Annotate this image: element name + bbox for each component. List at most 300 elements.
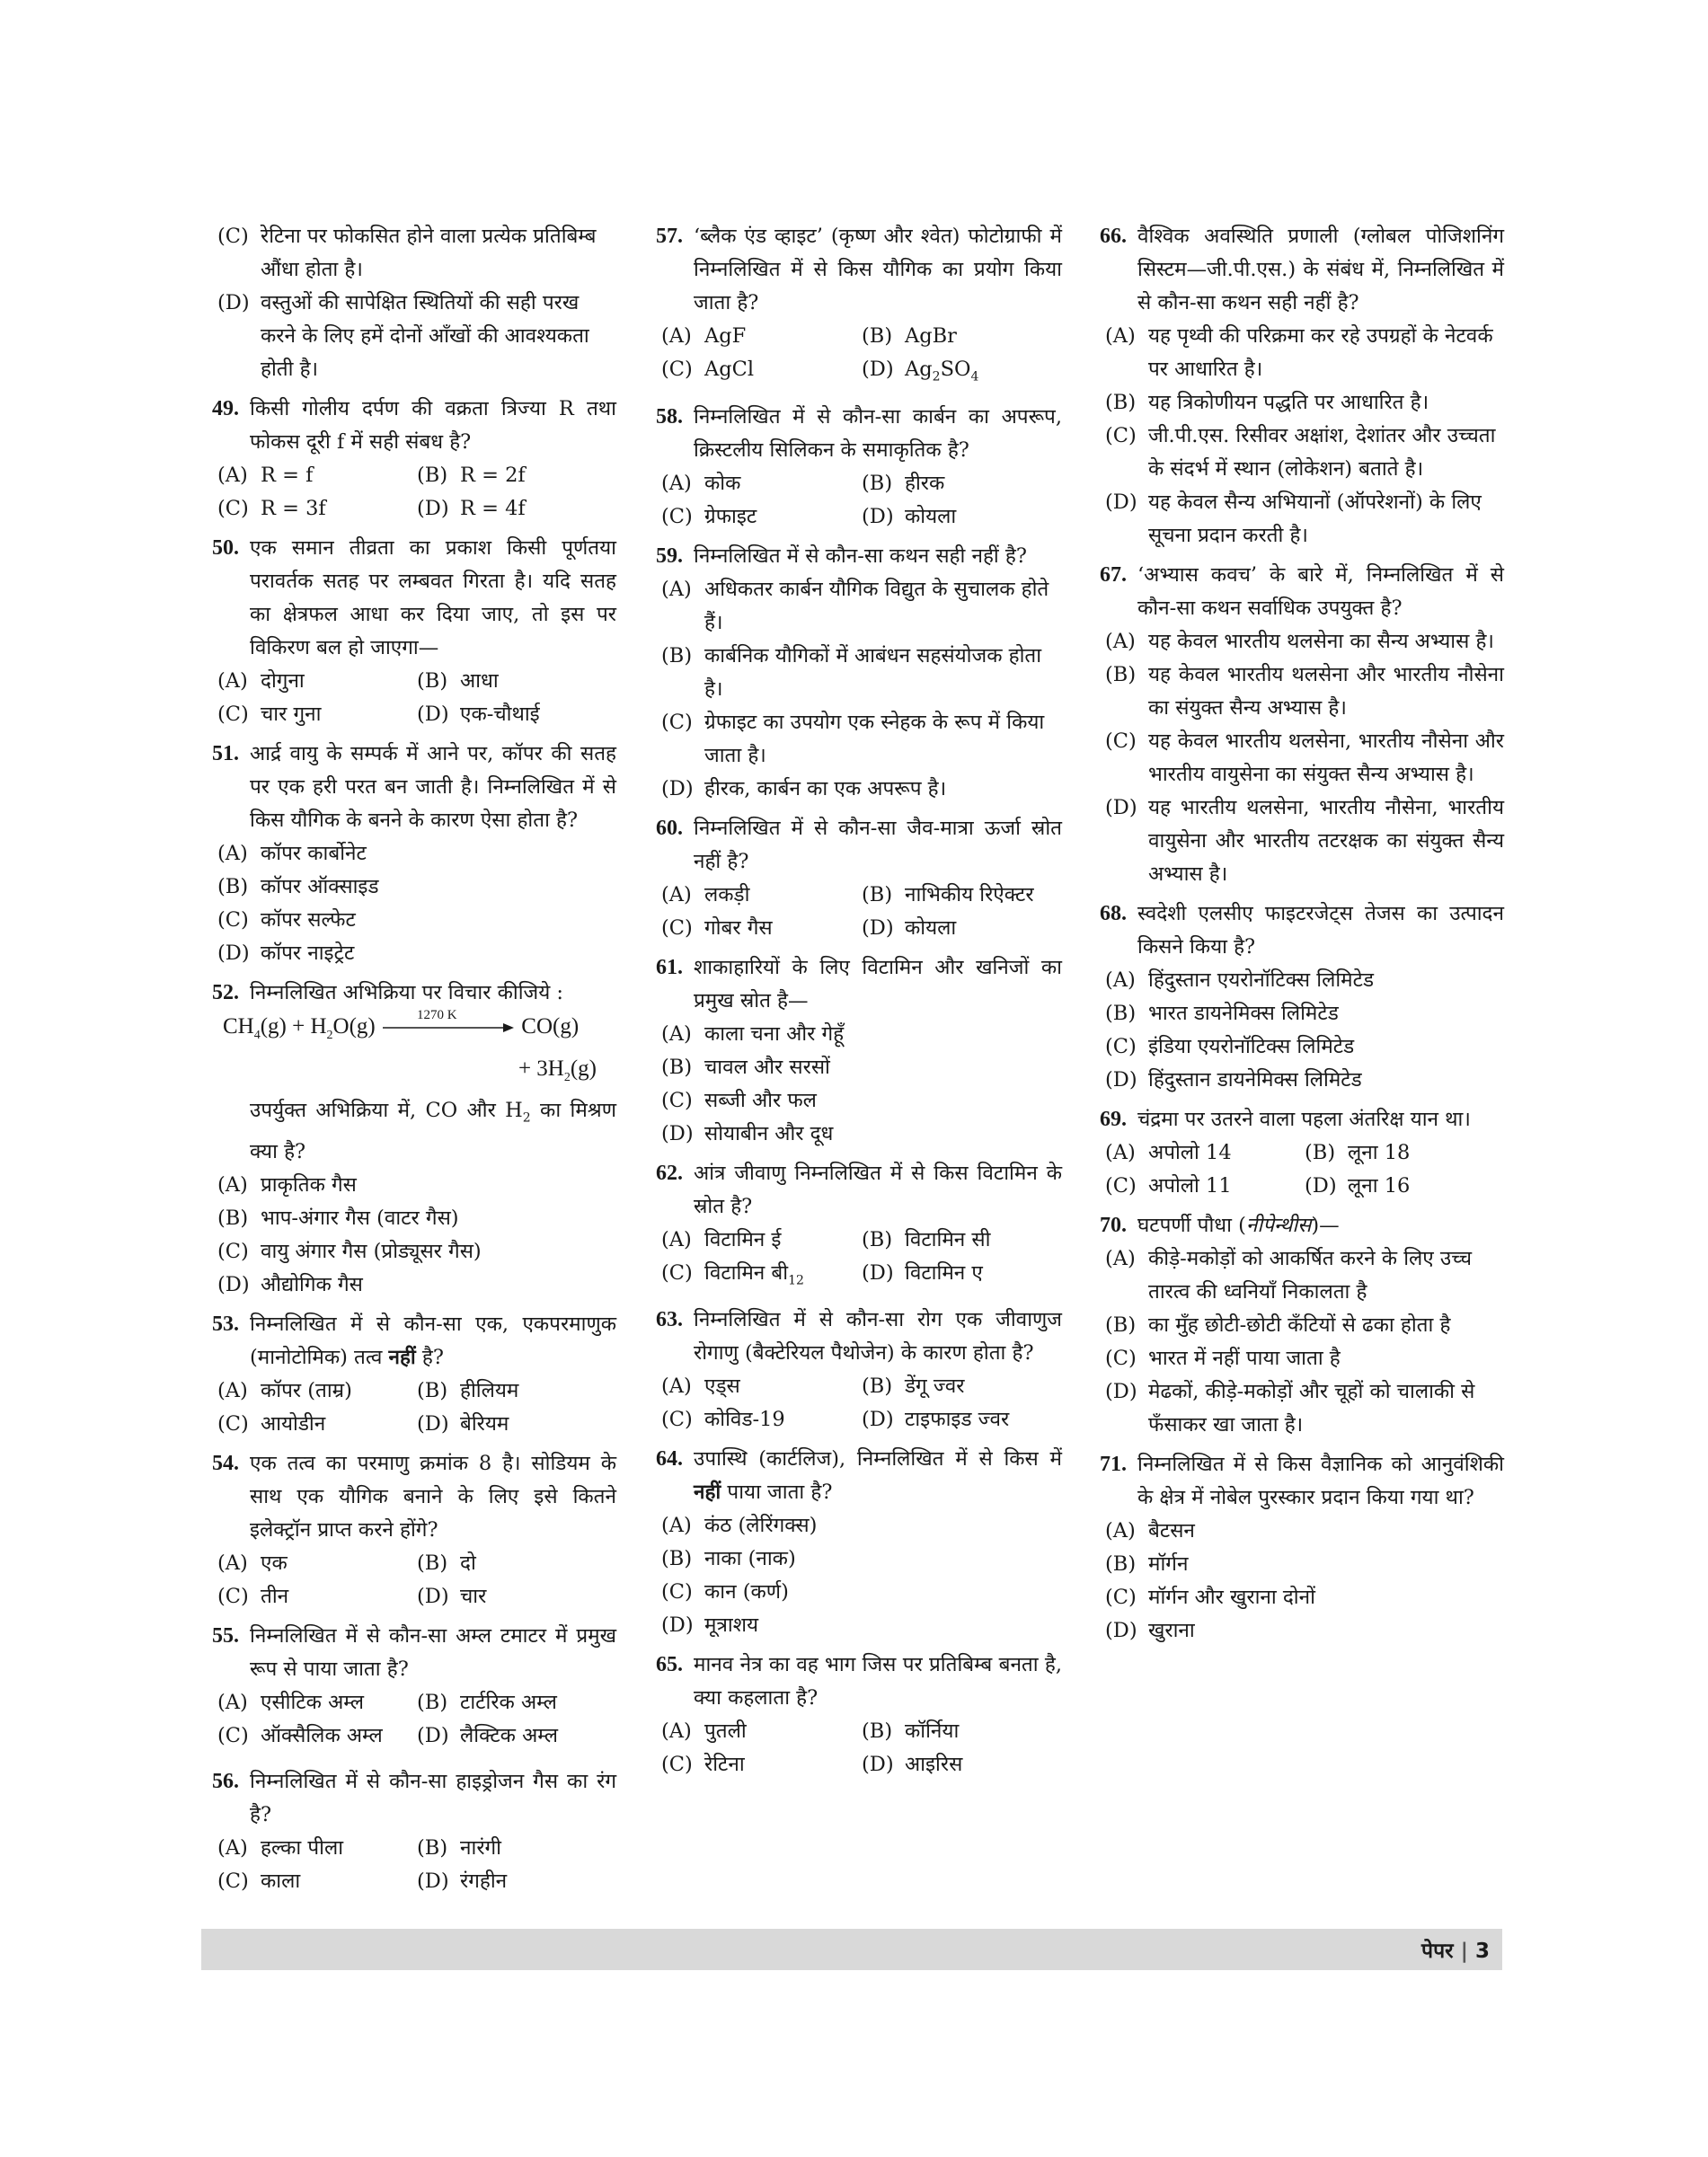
q71-option-a[interactable] (1105, 1515, 1504, 1548)
question-number: 58. (656, 404, 683, 429)
q67-option-c[interactable] (1105, 725, 1504, 791)
option-letter: (C) (1105, 424, 1137, 447)
q68-option-d[interactable] (1105, 1064, 1504, 1097)
option-text: कोयला (905, 915, 957, 940)
q57-option-b[interactable] (862, 320, 1062, 353)
equation-term: CH (223, 1014, 254, 1039)
q65-option-d[interactable] (862, 1748, 1062, 1781)
option-letter: (C) (1105, 1174, 1137, 1198)
question-58 (656, 401, 1062, 467)
question-70 (1100, 1209, 1504, 1242)
q62-options (656, 1224, 1062, 1298)
q63-option-c[interactable] (661, 1403, 862, 1437)
option-letter: (D) (661, 776, 694, 800)
q57-option-c[interactable] (661, 353, 862, 394)
q61-option-a[interactable] (661, 1018, 1062, 1051)
option-text: मेढकों, कीड़े-मकोड़ों और चूहों को चालाकी से फँसाकर खा जाता है। (1148, 1380, 1475, 1437)
option-letter: (D) (417, 703, 449, 726)
q54-option-b[interactable] (417, 1547, 616, 1580)
option-text: बेरियम (460, 1411, 509, 1436)
q68-option-a[interactable] (1105, 964, 1504, 997)
question-text (694, 1443, 1062, 1509)
option-letter: (B) (417, 464, 448, 487)
option-text: चार गुना (261, 703, 322, 726)
option-text: तीन (261, 1584, 289, 1608)
text-segment: पाया जाता है? (721, 1481, 833, 1504)
q61-option-b[interactable] (661, 1051, 1062, 1084)
option-text: कॉपर (ताम्र) (261, 1378, 352, 1402)
option-text: यह केवल भारतीय थलसेना और भारतीय नौसेना का संयुक्त सैन्य अभ्यास है। (1148, 663, 1504, 720)
q61-option-d[interactable] (661, 1118, 1062, 1151)
option-text: लकड़ी (704, 882, 750, 906)
option-text: हिंदुस्तान एयरोनॉटिक्स लिमिटेड (1148, 968, 1375, 992)
option-text: कोयला (905, 504, 957, 528)
option-letter: (D) (862, 915, 894, 940)
q55-option-c[interactable] (217, 1719, 417, 1753)
q54-option-d[interactable] (417, 1580, 616, 1613)
option-letter: (D) (417, 1869, 449, 1893)
question-text: एक समान तीव्रता का प्रकाश किसी पूर्णतया परावर्तक सतह पर लम्बवत गिरता है। यदि सतह का क्षेत्रफल आधा कर दिया जाए, तो इस पर विकिरण बल हो जाएगा— (250, 536, 616, 659)
question-number: 52. (212, 981, 239, 1004)
q59-option-a[interactable] (661, 573, 1062, 640)
question-number: 61. (656, 955, 683, 979)
option-letter: (A) (217, 1172, 248, 1197)
option-text: सब्जी और फल (704, 1088, 817, 1112)
option-text: हीलियम (460, 1378, 519, 1402)
q66-option-a[interactable] (1105, 320, 1504, 386)
option-letter: (D) (862, 504, 894, 528)
question-51 (212, 738, 616, 837)
option-text: चावल और सरसों (704, 1055, 830, 1079)
arrow-condition: 1270 K (417, 1008, 457, 1023)
text-segment: उपर्युक्त अभिक्रिया में, CO और H (250, 1099, 523, 1122)
option-text: औद्योगिक गैस (261, 1272, 363, 1296)
option-letter: (A) (217, 1835, 248, 1860)
option-letter: (B) (1105, 1552, 1137, 1576)
q64-option-b[interactable] (661, 1543, 1062, 1576)
option-text: ऑक्सैलिक अम्ल (261, 1723, 383, 1747)
option-text: यह भारतीय थलसेना, भारतीय नौसेना, भारतीय वायुसेना और भारतीय तटरक्षक का संयुक्त सैन्य अभ्यास है। (1148, 796, 1504, 886)
q59-option-c[interactable] (661, 706, 1062, 773)
option-letter: (A) (661, 471, 692, 495)
q69-option-b[interactable] (1305, 1136, 1504, 1170)
option-text: यह केवल भारतीय थलसेना का सैन्य अभ्यास है। (1148, 630, 1494, 653)
option-letter: (C) (661, 1580, 693, 1604)
option-text: मूत्राशय (704, 1613, 759, 1637)
footer-label: पेपर (1421, 1940, 1454, 1963)
question-number: 62. (656, 1161, 683, 1185)
q69-option-a[interactable] (1105, 1136, 1305, 1170)
option-text: मॉर्गन (1148, 1552, 1189, 1576)
option-text: गोबर गैस (704, 915, 773, 940)
option-letter: (A) (1105, 1141, 1136, 1164)
q62-option-a[interactable] (661, 1224, 862, 1257)
q56-option-d[interactable] (417, 1865, 616, 1898)
q66-option-b[interactable] (1105, 386, 1504, 420)
q68-options (1100, 964, 1504, 1097)
option-text: एसीटिक अम्ल (261, 1690, 364, 1714)
chemical-equation (212, 1010, 616, 1094)
q49-option-c[interactable] (217, 492, 417, 526)
q70-option-b[interactable] (1105, 1309, 1504, 1342)
option-text: आधा (460, 669, 499, 693)
question-number: 65. (656, 1653, 683, 1676)
q55-option-b[interactable] (417, 1686, 616, 1719)
option-letter: (B) (217, 1206, 249, 1230)
q52-option-b[interactable] (217, 1202, 616, 1235)
option-text: भारत में नहीं पाया जाता है (1148, 1347, 1341, 1370)
option-text: हिंदुस्तान डायनेमिक्स लिमिटेड (1148, 1068, 1362, 1092)
question-text: ‘अभ्यास कवच’ के बारे में, निम्नलिखित में से कौन-सा कथन सर्वाधिक उपयुक्त है? (1137, 563, 1504, 620)
option-text: वायु अंगार गैस (प्रोड्यूसर गैस) (261, 1239, 482, 1263)
question-56 (212, 1765, 616, 1832)
option-letter: (A) (217, 1690, 248, 1714)
option-text: कॉर्निया (905, 1719, 960, 1743)
q69-option-d[interactable] (1305, 1170, 1504, 1203)
q56-option-a[interactable] (217, 1832, 417, 1865)
q56-option-b[interactable] (417, 1832, 616, 1865)
question-number: 70. (1100, 1214, 1127, 1237)
q65-option-b[interactable] (862, 1715, 1062, 1748)
question-text: निम्नलिखित में से कौन-सा जैव-मात्रा ऊर्जा स्रोत नहीं है? (694, 816, 1062, 873)
equation-term: O(g) (332, 1014, 376, 1039)
q68-option-b[interactable] (1105, 997, 1504, 1030)
option-text: नारंगी (460, 1835, 502, 1860)
option-letter: (D) (1105, 1619, 1137, 1642)
subscript: 4 (970, 369, 979, 385)
emphasis: नहीं (694, 1481, 721, 1504)
q67-option-a[interactable] (1105, 625, 1504, 659)
arrow-icon (381, 1019, 516, 1037)
option-letter: (B) (862, 1719, 893, 1743)
q64-option-c[interactable] (661, 1576, 1062, 1609)
option-letter: (D) (1105, 491, 1137, 514)
column-middle (656, 220, 1062, 1781)
option-letter: (C) (217, 1239, 249, 1263)
option-letter: (C) (661, 915, 693, 940)
option-letter: (C) (1105, 1347, 1137, 1370)
q51-option-c[interactable] (217, 904, 616, 937)
option-letter: (B) (1105, 663, 1137, 686)
option-text: टार्टरिक अम्ल (460, 1690, 557, 1714)
q59-option-b[interactable] (661, 640, 1062, 706)
question-61 (656, 951, 1062, 1018)
option-letter: (B) (417, 1378, 448, 1402)
question-62 (656, 1157, 1062, 1224)
subscript: 12 (788, 1273, 804, 1287)
q64-option-d[interactable] (661, 1609, 1062, 1642)
option-letter: (C) (1105, 1586, 1137, 1609)
option-text: मॉर्गन और खुराना दोनों (1148, 1586, 1315, 1609)
q66-option-d[interactable] (1105, 486, 1504, 553)
q58-options (656, 467, 1062, 534)
question-text: निम्नलिखित में से कौन-सा हाइड्रोजन गैस का रंग है? (250, 1769, 616, 1826)
option-letter: (B) (417, 1690, 448, 1714)
q62-option-b[interactable] (862, 1224, 1062, 1257)
emphasis: नहीं (388, 1345, 416, 1369)
q59-option-d[interactable] (661, 773, 1062, 806)
option-text: टाइफाइड ज्वर (905, 1408, 1010, 1431)
option-letter: (D) (862, 358, 894, 381)
option-letter: (A) (1105, 324, 1136, 348)
option-letter: (A) (217, 842, 248, 865)
question-53 (212, 1308, 616, 1375)
question-65 (656, 1649, 1062, 1715)
q56-option-c[interactable] (217, 1865, 417, 1898)
option-letter: (D) (217, 291, 250, 314)
question-number: 63. (656, 1308, 683, 1331)
q64-option-a[interactable] (661, 1509, 1062, 1543)
option-letter: (B) (1105, 391, 1137, 414)
option-letter: (D) (417, 1584, 449, 1608)
equation-term: CO(g) (521, 1014, 580, 1039)
option-text: खुराना (1148, 1619, 1195, 1642)
q70-option-a[interactable] (1105, 1242, 1504, 1309)
question-60 (656, 812, 1062, 879)
option-text: काला (261, 1869, 301, 1893)
q53-option-a[interactable] (217, 1375, 417, 1408)
footer-divider: | (1460, 1940, 1468, 1963)
option-text: कान (कर्ण) (704, 1580, 789, 1604)
q49-option-d[interactable] (417, 492, 616, 526)
question-text: चंद्रमा पर उतरने वाला पहला अंतरिक्ष यान था। (1137, 1108, 1471, 1131)
option-text: प्राकृतिक गैस (261, 1172, 357, 1197)
q71-option-b[interactable] (1105, 1548, 1504, 1581)
q60-option-c[interactable] (661, 912, 862, 945)
text-segment: घटपर्णी पौधा ( (1137, 1214, 1246, 1237)
q60-option-d[interactable] (862, 912, 1062, 945)
question-number: 57. (656, 225, 683, 248)
option-letter: (C) (217, 703, 249, 726)
option-text: नाभिकीय रिऐक्टर (905, 882, 1034, 906)
q52-option-a[interactable] (217, 1169, 616, 1202)
question-text (1137, 1209, 1504, 1242)
subscript: 2 (563, 1071, 571, 1084)
q54-option-a[interactable] (217, 1547, 417, 1580)
q60-option-b[interactable] (862, 879, 1062, 912)
option-text: लूना 18 (1348, 1141, 1411, 1164)
equation-term: (g) (570, 1056, 597, 1081)
question-54 (212, 1447, 616, 1547)
q65-option-c[interactable] (661, 1748, 862, 1781)
question-64 (656, 1443, 1062, 1509)
q51-option-a[interactable] (217, 837, 616, 871)
q48-option-c[interactable] (217, 220, 616, 287)
q50-option-d[interactable] (417, 698, 616, 731)
option-letter: (D) (862, 1753, 894, 1776)
option-text: कॉपर कार्बोनेट (261, 842, 367, 865)
question-number: 51. (212, 742, 239, 765)
q53-option-c[interactable] (217, 1408, 417, 1441)
option-text: ग्रेफाइट का उपयोग एक स्नेहक के रूप में किया जाता है। (704, 710, 1045, 767)
option-text (905, 353, 1062, 394)
subscript: 2 (932, 369, 941, 385)
option-letter: (B) (417, 669, 448, 693)
q67-option-d[interactable] (1105, 791, 1504, 891)
question-number: 71. (1100, 1453, 1127, 1476)
text-segment: SO (940, 358, 971, 381)
q52-option-d[interactable] (217, 1269, 616, 1302)
q53-option-d[interactable] (417, 1408, 616, 1441)
q71-options (1100, 1515, 1504, 1648)
q62-option-c[interactable] (661, 1257, 862, 1298)
option-text: यह पृथ्वी की परिक्रमा कर रहे उपग्रहों के नेटवर्क पर आधारित है। (1148, 324, 1493, 381)
q58-option-d[interactable] (862, 500, 1062, 534)
q52-option-c[interactable] (217, 1235, 616, 1269)
question-number: 67. (1100, 563, 1127, 587)
q58-option-c[interactable] (661, 500, 862, 534)
option-text: हीरक (905, 471, 945, 495)
q48-options-tail (212, 220, 616, 386)
option-letter: (D) (862, 1260, 894, 1285)
text-segment: Ag (905, 358, 933, 381)
q48-option-d[interactable] (217, 287, 616, 386)
question-text: किसी गोलीय दर्पण की वक्रता त्रिज्या R तथा फोकस दूरी f में सही संबध है? (250, 397, 616, 454)
text-segment: उपास्थि (कार्टलिज), निम्नलिखित में से किस में (694, 1447, 1062, 1471)
q61-option-c[interactable] (661, 1084, 1062, 1118)
option-text: दोगुना (261, 669, 305, 693)
option-text (704, 1257, 862, 1298)
question-number: 69. (1100, 1108, 1127, 1131)
q69-options (1100, 1136, 1504, 1203)
option-letter: (B) (417, 1835, 448, 1860)
q58-option-a[interactable] (661, 467, 862, 500)
q50-option-c[interactable] (217, 698, 417, 731)
text-segment: )— (1311, 1214, 1340, 1237)
option-text: AgF (704, 324, 747, 348)
q66-option-c[interactable] (1105, 420, 1504, 486)
option-text: R = 3f (261, 497, 326, 520)
option-text: कॉपर नाइट्रेट (261, 941, 355, 965)
option-letter: (B) (661, 643, 693, 667)
option-letter: (B) (862, 324, 893, 348)
option-text: अपोलो 14 (1148, 1141, 1232, 1164)
equation-term: (g) + H (260, 1014, 327, 1039)
page-footer (1421, 1935, 1490, 1964)
option-letter: (C) (217, 1723, 249, 1747)
q70-option-c[interactable] (1105, 1342, 1504, 1375)
q63-option-d[interactable] (862, 1403, 1062, 1437)
option-letter: (C) (217, 1869, 249, 1893)
q71-option-c[interactable] (1105, 1581, 1504, 1614)
option-text: पुतली (704, 1719, 747, 1743)
q50-option-a[interactable] (217, 665, 417, 698)
question-text: आंत्र जीवाणु निम्नलिखित में से किस विटामिन के स्रोत है? (694, 1161, 1062, 1218)
option-letter: (B) (217, 875, 249, 898)
q58-option-b[interactable] (862, 467, 1062, 500)
q57-option-a[interactable] (661, 320, 862, 353)
option-letter: (D) (417, 497, 449, 520)
q54-options (212, 1547, 616, 1613)
question-text: निम्नलिखित में से कौन-सा कथन सही नहीं है? (694, 544, 1027, 568)
option-text: हीरक, कार्बन का एक अपरूप है। (704, 776, 947, 800)
q68-option-c[interactable] (1105, 1030, 1504, 1064)
question-number: 49. (212, 397, 239, 420)
option-text: इंडिया एयरोनॉटिक्स लिमिटेड (1148, 1035, 1355, 1058)
question-text: निम्नलिखित में से कौन-सा रोग एक जीवाणुज रोगाणु (बैक्टेरियल पैथोजेन) के कारण होता है? (694, 1308, 1062, 1365)
question-number: 60. (656, 816, 683, 840)
q49-option-b[interactable] (417, 459, 616, 492)
question-text (250, 1308, 616, 1375)
question-67 (1100, 559, 1504, 625)
page-footer-bar (201, 1929, 1502, 1970)
option-text: वस्तुओं की सापेक्षित स्थितियों की सही परख करने के लिए हमें दोनों आँखों की आवश्यकता होती है। (261, 291, 589, 381)
scientific-name: नीपेन्थीस (1245, 1214, 1312, 1237)
q63-options (656, 1370, 1062, 1437)
option-letter: (D) (661, 1121, 694, 1145)
option-letter: (A) (661, 1227, 692, 1251)
q65-option-a[interactable] (661, 1715, 862, 1748)
q59-options (656, 573, 1062, 806)
option-letter: (C) (661, 504, 693, 528)
q63-option-b[interactable] (862, 1370, 1062, 1403)
q50-option-b[interactable] (417, 665, 616, 698)
q51-option-b[interactable] (217, 871, 616, 904)
option-text: का मुँह छोटी-छोटी कँटियों से ढका होता है (1148, 1313, 1451, 1337)
q57-option-d[interactable] (862, 353, 1062, 394)
q49-option-a[interactable] (217, 459, 417, 492)
option-text: कॉपर ऑक्साइड (261, 875, 379, 898)
q60-option-a[interactable] (661, 879, 862, 912)
option-letter: (D) (217, 1272, 250, 1296)
q53-option-b[interactable] (417, 1375, 616, 1408)
q53-options (212, 1375, 616, 1441)
option-letter: (B) (1305, 1141, 1336, 1164)
q67-option-b[interactable] (1105, 659, 1504, 725)
option-letter: (B) (417, 1551, 448, 1575)
q70-option-d[interactable] (1105, 1375, 1504, 1442)
question-69 (1100, 1103, 1504, 1136)
option-letter: (C) (217, 908, 249, 932)
option-letter: (D) (417, 1723, 449, 1747)
option-letter: (C) (661, 358, 693, 381)
option-text: लूना 16 (1348, 1174, 1411, 1198)
question-text: निम्नलिखित अभिक्रिया पर विचार कीजिये : (250, 981, 564, 1004)
question-number: 59. (656, 544, 683, 568)
q63-option-a[interactable] (661, 1370, 862, 1403)
q71-option-d[interactable] (1105, 1614, 1504, 1648)
option-text: AgCl (704, 358, 755, 381)
q60-options (656, 879, 1062, 945)
question-63 (656, 1304, 1062, 1370)
question-text: ‘ब्लैक एंड व्हाइट’ (कृष्ण और श्वेत) फोटोग्राफी में निम्नलिखित में से किस यौगिक का प्रयोग किया जाता है? (694, 225, 1062, 314)
q55-option-d[interactable] (417, 1719, 616, 1753)
option-letter: (B) (1105, 1002, 1137, 1025)
question-number: 66. (1100, 225, 1127, 248)
question-text: निम्नलिखित में से कौन-सा अम्ल टमाटर में प्रमुख रूप से पाया जाता है? (250, 1623, 616, 1681)
option-letter: (A) (661, 882, 692, 906)
q69-option-c[interactable] (1105, 1170, 1305, 1203)
option-text: आयोडीन (261, 1411, 326, 1436)
option-letter: (D) (1105, 796, 1137, 819)
q50-options (212, 665, 616, 731)
option-text: दो (460, 1551, 476, 1575)
option-text: रेटिना (704, 1753, 745, 1776)
option-text: यह केवल भारतीय थलसेना, भारतीय नौसेना और भारतीय वायुसेना का संयुक्त सैन्य अभ्यास है। (1148, 729, 1504, 786)
column-right (1100, 220, 1504, 1648)
q62-option-d[interactable] (862, 1257, 1062, 1298)
question-text: शाकाहारियों के लिए विटामिन और खनिजों का प्रमुख स्रोत है— (694, 955, 1062, 1012)
q64-options (656, 1509, 1062, 1642)
q67-options (1100, 625, 1504, 891)
q55-option-a[interactable] (217, 1686, 417, 1719)
question-text: एक तत्व का परमाणु क्रमांक 8 है। सोडियम के साथ एक यौगिक बनाने के लिए इसे कितने इलेक्ट्रॉन प्राप्त करने होंगे? (250, 1451, 616, 1542)
option-letter: (A) (217, 464, 248, 487)
option-text: एक (261, 1551, 288, 1575)
q51-option-d[interactable] (217, 937, 616, 970)
q54-option-c[interactable] (217, 1580, 417, 1613)
equation-term: + 3H (518, 1056, 564, 1081)
